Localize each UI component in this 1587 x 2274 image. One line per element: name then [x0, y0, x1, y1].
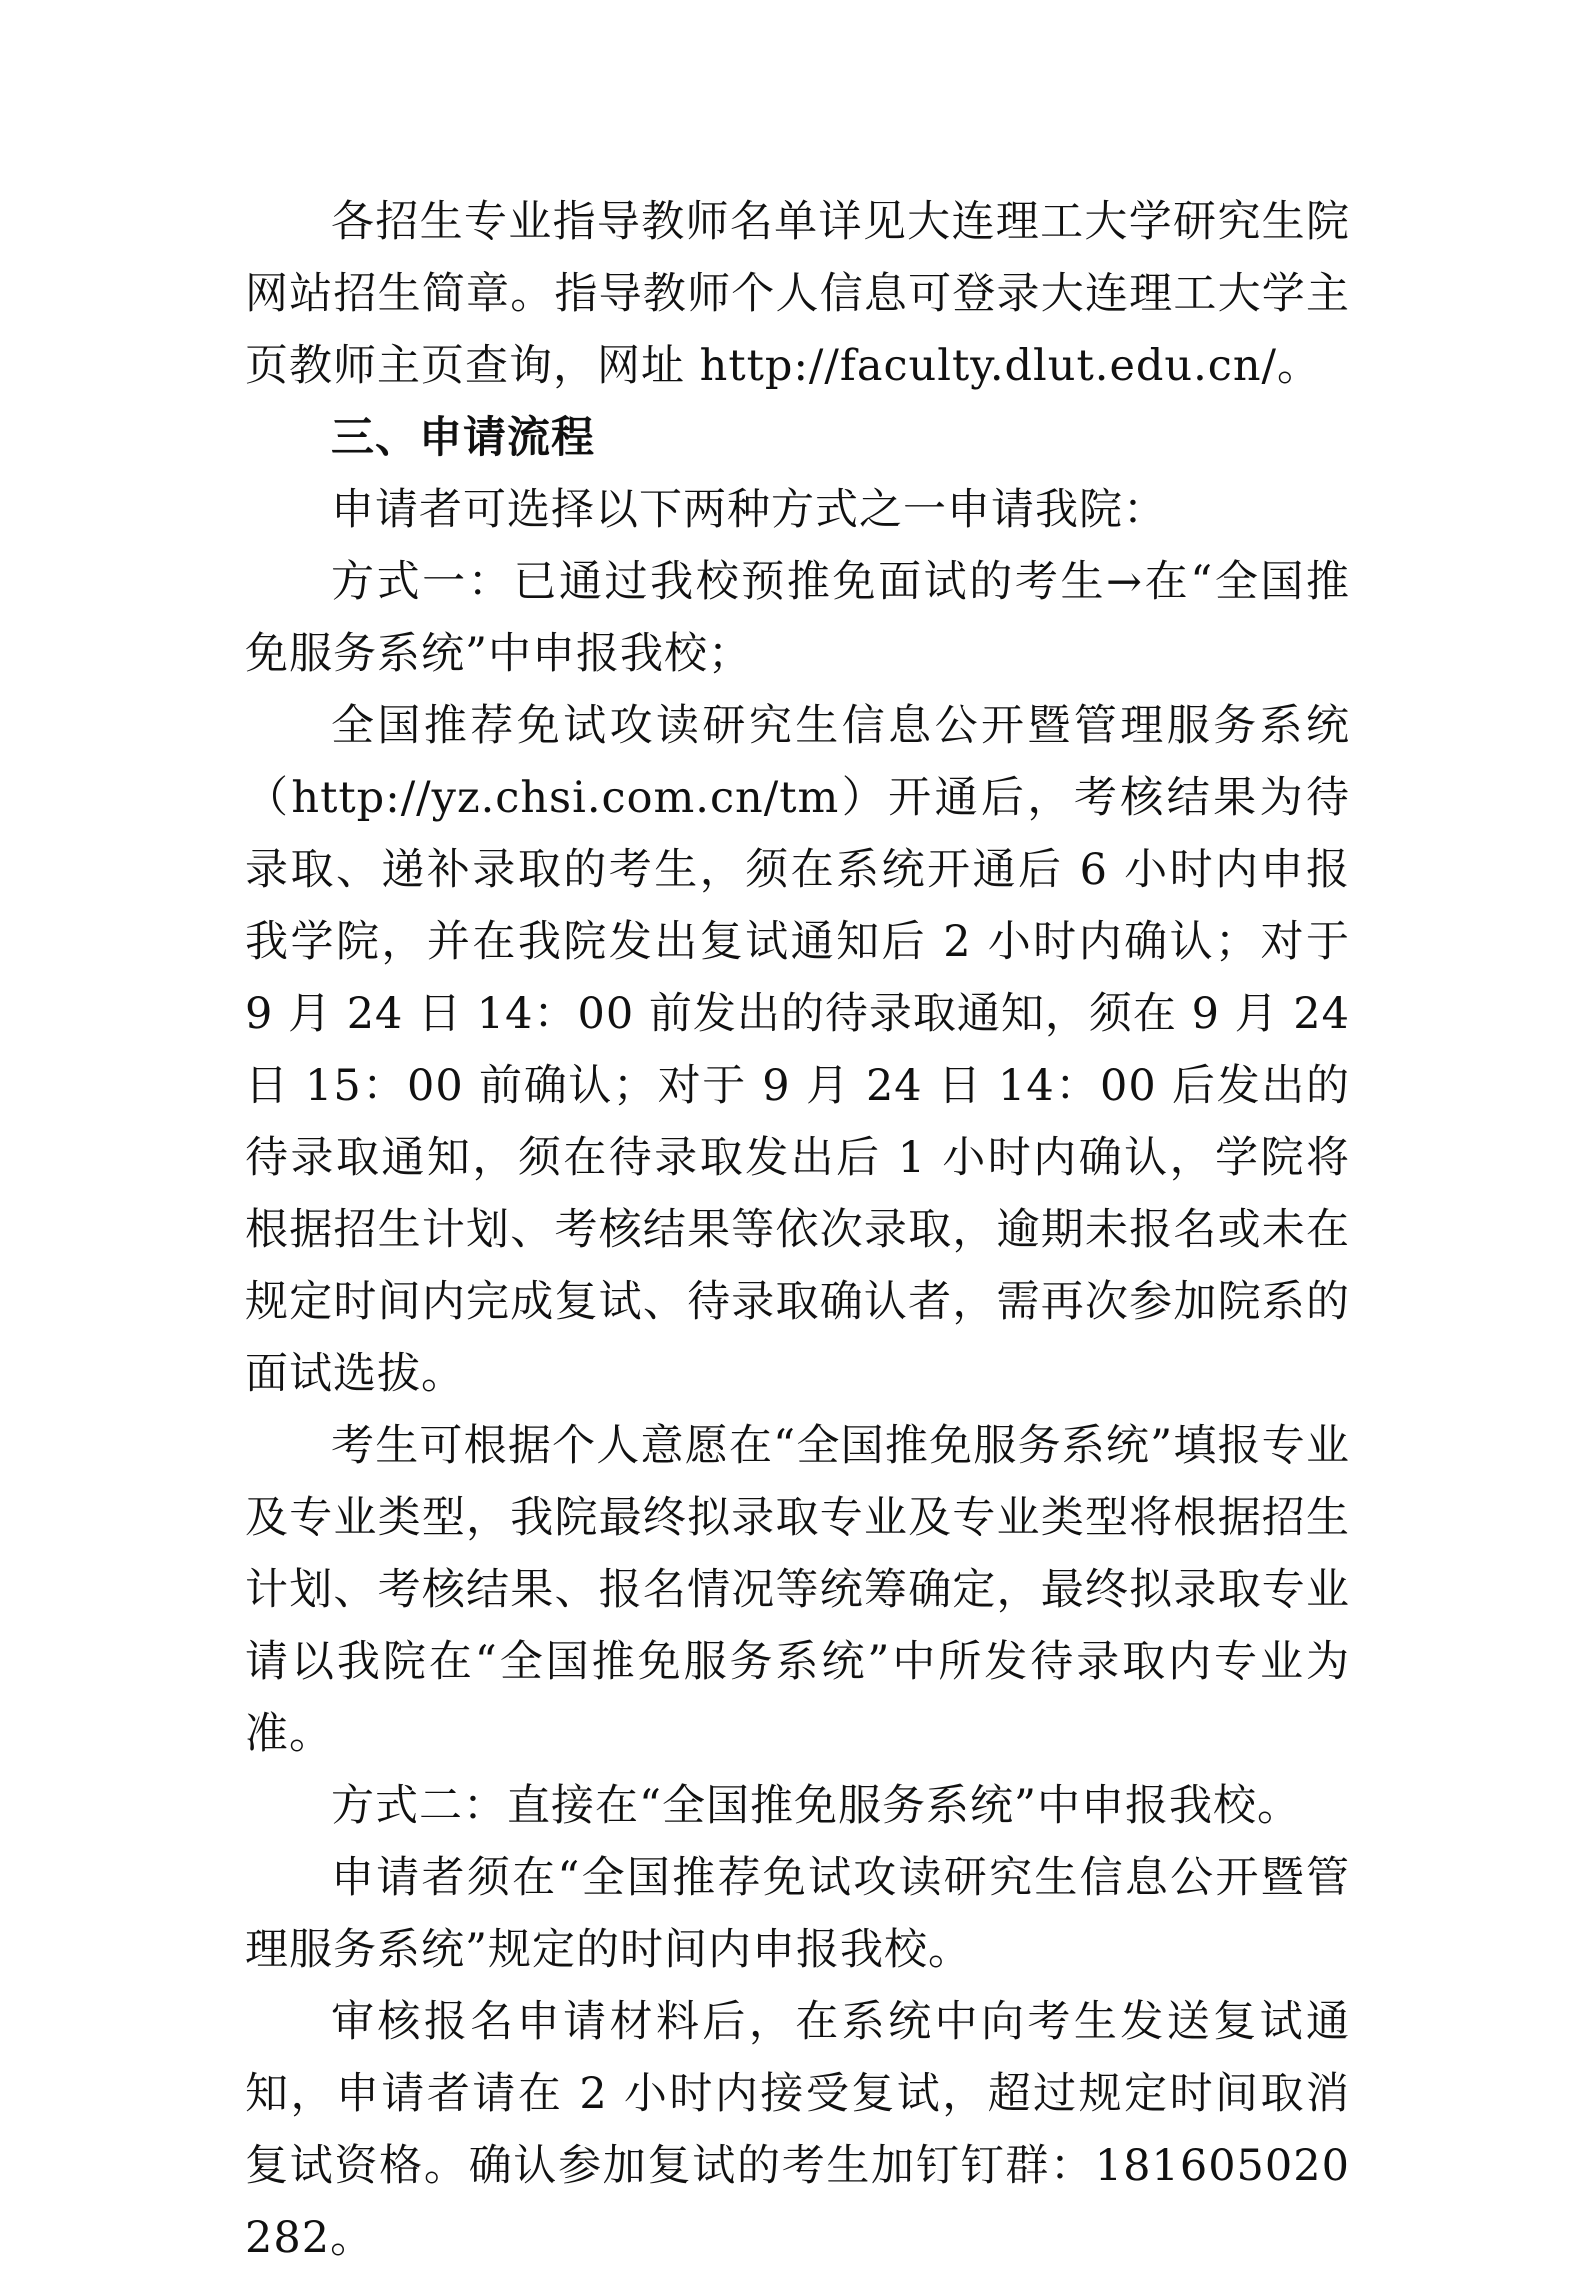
paragraph-application-deadline: 申请者须在“全国推荐免试攻读研究生信息公开暨管理服务系统”规定的时间内申报我校。 — [245, 1853, 1350, 1975]
paragraph-major-selection: 考生可根据个人意愿在“全国推免服务系统”填报专业及专业类型，我院最终拟录取专业及专业类型将根据招生计划、考核结果、报名情况等统筹确定，最终拟录取专业请以我院在“全国推免服务系统”中所发待录取内专业为准。 — [245, 1421, 1350, 1759]
paragraph-method-two: 方式二：直接在“全国推免服务系统”中申报我校。 — [331, 1781, 1301, 1831]
paragraph-retest-notice: 审核报名申请材料后，在系统中向考生发送复试通知，申请者请在 2 小时内接受复试，超过规定时间取消复试资格。确认参加复试的考生加钉钉群：181605020282。 — [245, 1997, 1350, 2263]
paragraph-system-rules: 全国推荐免试攻读研究生信息公开暨管理服务系统（http://yz.chsi.com.cn/tm）开通后，考核结果为待录取、递补录取的考生，须在系统开通后 6 小时内申报我学院，并在我院发出复试通知后 2 小时内确认；对于 9 月 24 日 14：00 前发出的待录取通知，须在 9 月 24 日 15：00 前确认；对于 9 月 24 日 14：00 后发出的待录取通知，须在待录取发出后 1 小时内确认，学院将根据招生计划、考核结果等依次录取，逾期未报名或未在规定时间内完成复试、待录取确认者，需再次参加院系的面试选拔。 — [245, 701, 1350, 1399]
paragraph-method-one: 方式一：已通过我校预推免面试的考生→在“全国推免服务系统”中申报我校； — [245, 557, 1350, 679]
section-heading-application-process: 三、申请流程 — [331, 413, 595, 463]
paragraph-advisor-list: 各招生专业指导教师名单详见大连理工大学研究生院网站招生简章。指导教师个人信息可登录大连理工大学主页教师主页查询，网址 http://faculty.dlut.edu.cn/。 — [245, 197, 1350, 391]
document-body — [245, 186, 1350, 2274]
paragraph-application-methods: 申请者可选择以下两种方式之一申请我院： — [331, 485, 1167, 535]
